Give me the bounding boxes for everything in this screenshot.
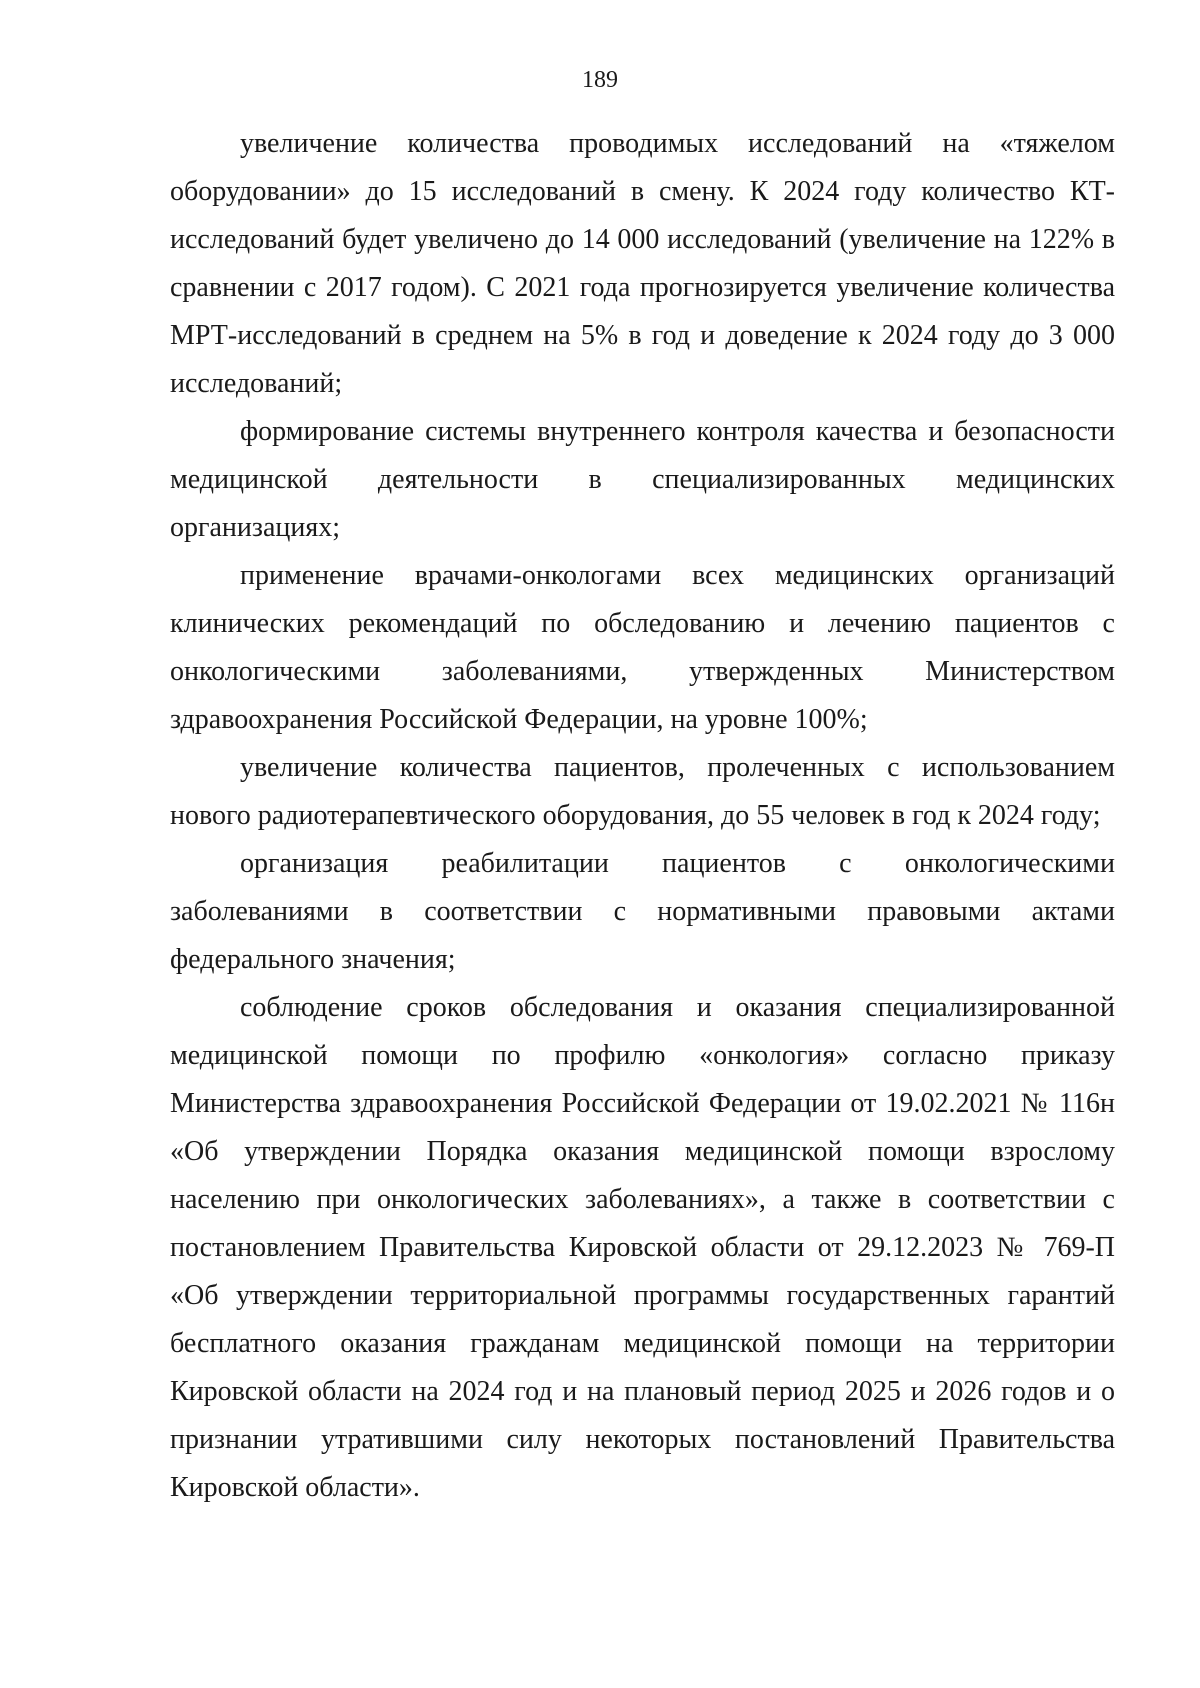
paragraph-diagnostics-increase: увеличение количества проводимых исследований на «тяжелом оборудовании» до 15 исследований в смену. К 2024 году количество КТ-исследований будет увеличено до 14 000 исследований (увеличение на 122% в сравнении с 2017 годом). С 2021 года прогнозируется увеличение количества МРТ-исследований в среднем на 5% в год и доведение к 2024 году до 3 000 исследований;	[170, 128, 1115, 399]
paragraph-rehabilitation: организация реабилитации пациентов с онкологическими заболеваниями в соответствии с нормативными правовыми актами федерального значения;	[170, 848, 1115, 975]
page-number: 189	[582, 67, 618, 93]
paragraph-quality-control: формирование системы внутреннего контроля качества и безопасности медицинской деятельности в специализированных медицинских организациях;	[170, 416, 1115, 543]
paragraph-radiotherapy-patients: увеличение количества пациентов, пролеченных с использованием нового радиотерапевтического оборудования, до 55 человек в год к 2024 году;	[170, 752, 1115, 831]
paragraph-clinical-guidelines: применение врачами-онкологами всех медицинских организаций клинических рекомендаций по обследованию и лечению пациентов с онкологическими заболеваниями, утвержденных Министерством здравоохранения Российской Федерации, на уровне 100%;	[170, 560, 1115, 735]
paragraph-examination-terms: соблюдение сроков обследования и оказания специализированной медицинской помощи по профилю «онкология» согласно приказу Министерства здравоохранения Российской Федерации от 19.02.2021 № 116н «Об утверждении Порядка оказания медицинской помощи взрослому населению при онкологических заболеваниях», а также в соответствии с постановлением Правительства Кировской области от 29.12.2023 № 769-П «Об утверждении территориальной программы государственных гарантий бесплатного оказания гражданам медицинской помощи на территории Кировской области на 2024 год и на плановый период 2025 и 2026 годов и о признании утратившими силу некоторых постановлений Правительства Кировской области».	[170, 992, 1115, 1503]
document-body	[170, 120, 1115, 1512]
